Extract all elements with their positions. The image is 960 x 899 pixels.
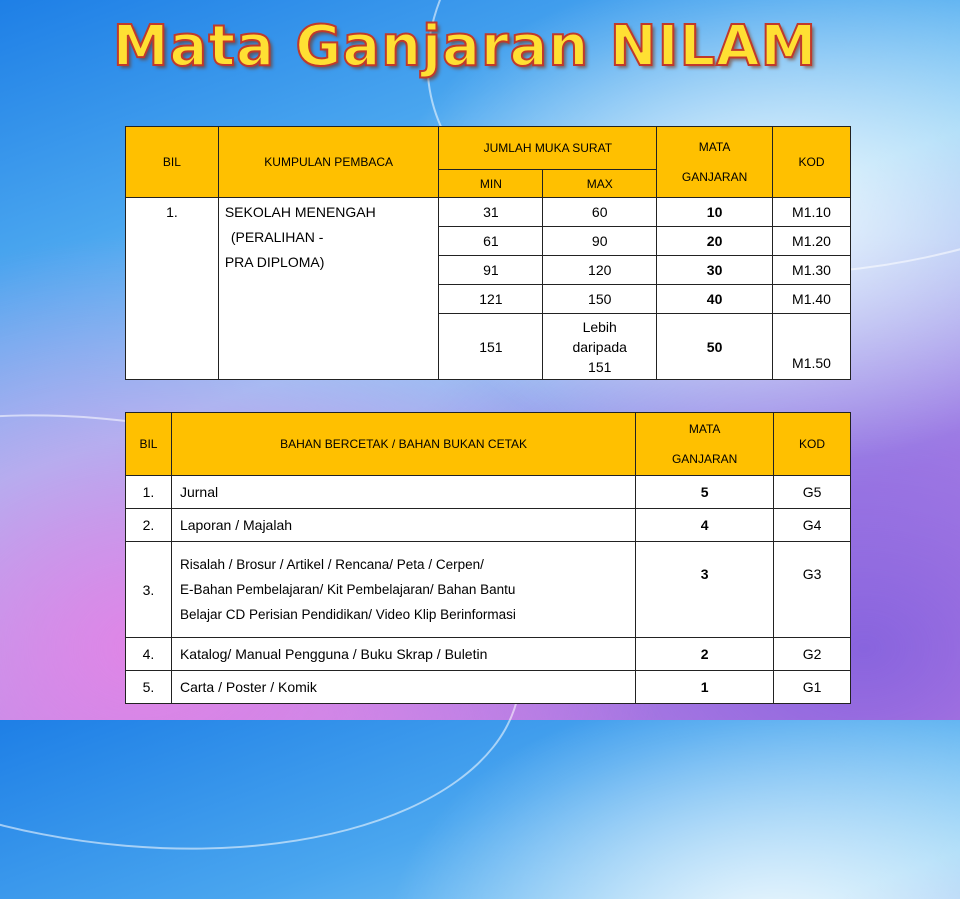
kod-cell: G3 <box>774 542 851 638</box>
bahan-cell: Risalah / Brosur / Artikel / Rencana/ Peta / Cerpen/ E-Bahan Pembelajaran/ Kit Pembelajaran/ Bahan Bantu Belajar CD Perisian Pendidikan/ Video Klip Berinformasi <box>171 542 635 638</box>
max-cell: 150 <box>543 285 657 314</box>
mata-cell: 5 <box>636 476 774 509</box>
reader-group-cell: SEKOLAH MENENGAH (PERALIHAN - PRA DIPLOMA) <box>218 198 439 380</box>
bil-cell: 1. <box>126 476 172 509</box>
header-mata-ganjaran: MATA GANJARAN <box>657 127 773 198</box>
bil-cell: 1. <box>126 198 219 380</box>
table-row <box>126 198 851 227</box>
header-jumlah-muka-surat: JUMLAH MUKA SURAT <box>439 127 657 170</box>
table-row <box>126 542 851 638</box>
bahan-cell: Laporan / Majalah <box>171 509 635 542</box>
bil-cell: 3. <box>126 542 172 638</box>
table-row <box>126 509 851 542</box>
table-row <box>126 671 851 704</box>
kod-cell: M1.50 <box>773 314 851 380</box>
page-title: Mata Ganjaran NILAM <box>112 14 818 79</box>
max-cell: 60 <box>543 198 657 227</box>
header-min: MIN <box>439 170 543 198</box>
header-kod: KOD <box>774 413 851 476</box>
mata-cell: 20 <box>657 227 773 256</box>
max-cell: 90 <box>543 227 657 256</box>
mata-cell: 3 <box>636 542 774 638</box>
kod-cell: M1.10 <box>773 198 851 227</box>
kod-cell: G5 <box>774 476 851 509</box>
max-cell: Lebih daripada 151 <box>543 314 657 380</box>
mata-cell: 50 <box>657 314 773 380</box>
header-kod: KOD <box>773 127 851 198</box>
header-mata-ganjaran: MATA GANJARAN <box>636 413 774 476</box>
mata-cell: 2 <box>636 638 774 671</box>
kod-cell: M1.30 <box>773 256 851 285</box>
mata-cell: 30 <box>657 256 773 285</box>
header-bahan: BAHAN BERCETAK / BAHAN BUKAN CETAK <box>171 413 635 476</box>
mata-cell: 40 <box>657 285 773 314</box>
max-cell: 120 <box>543 256 657 285</box>
bil-cell: 4. <box>126 638 172 671</box>
header-kumpulan-pembaca: KUMPULAN PEMBACA <box>218 127 439 198</box>
min-cell: 121 <box>439 285 543 314</box>
min-cell: 31 <box>439 198 543 227</box>
table-row <box>126 476 851 509</box>
mata-cell: 1 <box>636 671 774 704</box>
reader-group-table <box>125 126 851 380</box>
material-table <box>125 412 851 704</box>
bahan-cell: Katalog/ Manual Pengguna / Buku Skrap / Buletin <box>171 638 635 671</box>
kod-cell: G4 <box>774 509 851 542</box>
kod-cell: G1 <box>774 671 851 704</box>
mata-cell: 4 <box>636 509 774 542</box>
kod-cell: M1.20 <box>773 227 851 256</box>
bil-cell: 2. <box>126 509 172 542</box>
kod-cell: M1.40 <box>773 285 851 314</box>
kod-cell: G2 <box>774 638 851 671</box>
bil-cell: 5. <box>126 671 172 704</box>
header-max: MAX <box>543 170 657 198</box>
bahan-cell: Jurnal <box>171 476 635 509</box>
header-bil: BIL <box>126 413 172 476</box>
mata-cell: 10 <box>657 198 773 227</box>
header-bil: BIL <box>126 127 219 198</box>
min-cell: 91 <box>439 256 543 285</box>
min-cell: 151 <box>439 314 543 380</box>
min-cell: 61 <box>439 227 543 256</box>
table-row <box>126 638 851 671</box>
bahan-cell: Carta / Poster / Komik <box>171 671 635 704</box>
